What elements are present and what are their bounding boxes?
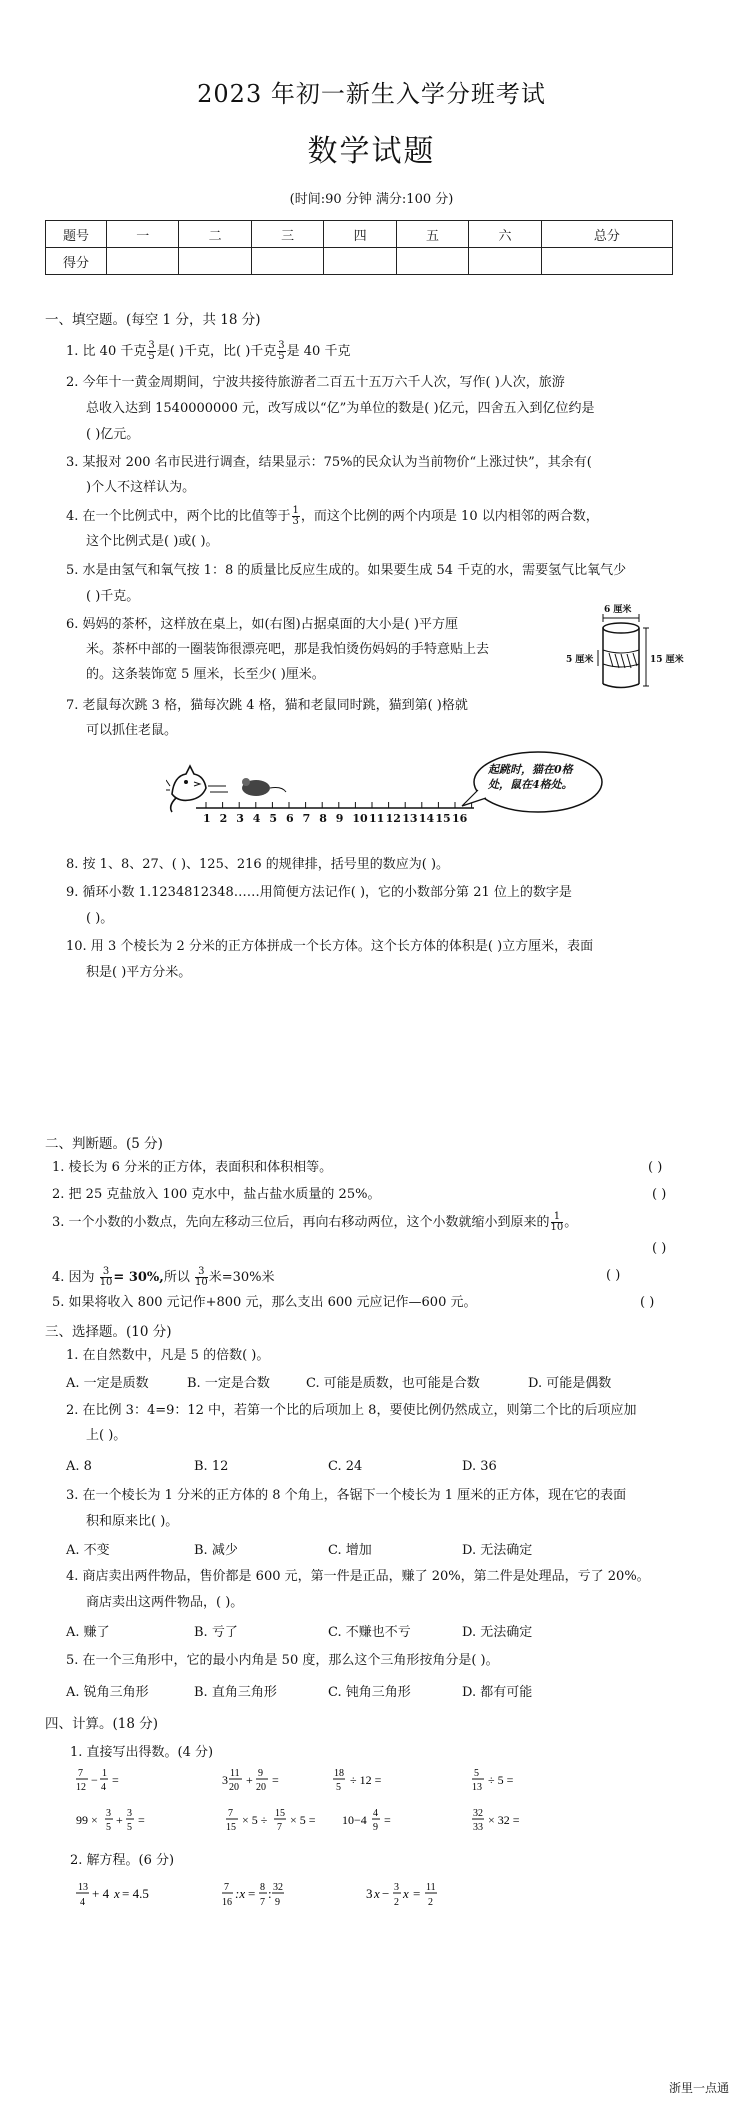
question-3-3-line2: 积和原来比( )。 [86,1514,179,1529]
bubble-text: 起跳时，猫在0格处，鼠在4格处。 [488,763,573,791]
fraction-numerator: 1 [292,505,299,516]
option-a[interactable]: A. 不变 [66,1543,110,1558]
question-2-4 [52,1267,275,1288]
option-b[interactable]: B. 亏了 [194,1625,238,1640]
expr-3 [333,1768,382,1793]
question-text: 米=30%米 [208,1270,275,1285]
question-2-2: 2. 把 25 克盐放入 100 克水中，盐占盐水质量的 25%。 [52,1187,381,1202]
svg-text:15: 15 [275,1808,285,1819]
svg-text:x: x [403,1886,409,1901]
question-text: 。 [564,1215,578,1230]
cup-top-label: 6 厘米 [604,605,632,615]
calc-formula-image [76,1768,676,1840]
table-cell: 一 [107,221,179,248]
number-line-label: 10 [352,812,368,825]
svg-text:7: 7 [78,1768,83,1779]
number-line-label: 2 [219,812,228,825]
score-cell[interactable] [396,248,468,275]
score-cell[interactable] [541,248,672,275]
svg-text:9: 9 [258,1768,263,1779]
expr-2 [222,1768,279,1793]
question-2-5: 5. 如果将收入 800 元记作+800 元，那么支出 600 元应记作—600 元。 [52,1295,477,1310]
question-text: 是( )千克，比( )千克 [156,344,277,359]
cup-drawing [578,604,688,696]
number-line-label: 12 [385,812,401,825]
svg-text:7: 7 [228,1808,233,1819]
question-3-1: 1. 在自然数中，凡是 5 的倍数( )。 [66,1348,270,1363]
option-b[interactable]: B. 直角三角形 [194,1685,277,1700]
mouse-icon [242,778,286,796]
table-cell: 三 [251,221,323,248]
question-3-4-line2: 商店卖出这两件物品，( )。 [86,1595,244,1610]
svg-text:=: = [272,1773,279,1787]
svg-text:12: 12 [76,1782,86,1793]
fraction-denominator: 10 [194,1277,208,1288]
svg-text:−: − [382,1886,390,1901]
question-1-6-line2: 米。茶杯中部的一圈装饰很漂亮吧，那是我怕烫伤妈妈的手特意贴上去 [86,642,490,657]
section-heading-1: 一、填空题。(每空 1 分，共 18 分) [45,312,261,328]
svg-text:8: 8 [260,1882,265,1893]
table-cell: 题号 [46,221,107,248]
svg-text:32: 32 [273,1882,283,1893]
section-heading-4: 四、计算。(18 分) [45,1716,159,1732]
option-b[interactable]: B. 减少 [194,1543,238,1558]
score-cell[interactable] [469,248,541,275]
expr-8 [472,1808,520,1833]
svg-text:÷ 12 =: ÷ 12 = [350,1773,382,1787]
question-2-3 [52,1212,577,1233]
question-1-3-line2: )个人不这样认为。 [86,480,196,495]
fraction-numerator: 3 [195,1267,208,1278]
svg-text:16: 16 [222,1897,232,1908]
footer-watermark: 浙里一点通 [668,2081,729,2095]
fraction [147,341,155,362]
answer-bracket[interactable]: ( ) [652,1187,667,1202]
number-line-ticks [206,802,472,808]
svg-text:× 5 =: × 5 = [290,1813,316,1827]
fraction-denominator: 5 [278,351,285,362]
fraction-denominator: 5 [148,351,155,362]
option-d[interactable]: D. 都有可能 [462,1685,533,1700]
number-line-label: 15 [435,812,451,825]
svg-text:7: 7 [224,1882,229,1893]
fraction-numerator: 3 [278,340,285,351]
number-line-label: 4 [252,812,261,825]
number-line-label: 14 [418,812,435,825]
svg-text:13: 13 [472,1782,482,1793]
svg-text:=: = [413,1886,421,1901]
question-text: 4. 在一个比例式中，两个比的比值等于 [66,509,291,524]
question-1-5-line1: 5. 水是由氢气和氧气按 1：8 的质量比反应生成的。如果要生成 54 千克的水，需要氢气比氧气少 [66,563,627,578]
expr-5 [76,1808,145,1833]
number-line-label: 3 [236,812,244,825]
question-1-9-line1: 9. 循环小数 1.1234812348……用简便方法记作( )，它的小数部分第 21 位上的数字是 [66,885,572,900]
svg-text:=: = [248,1886,256,1901]
svg-text:13: 13 [78,1882,88,1893]
option-b[interactable]: B. 一定是合数 [187,1376,270,1391]
svg-text:3: 3 [127,1808,132,1819]
svg-text:= 4.5: = 4.5 [122,1886,149,1901]
question-1-8: 8. 按 1、8、27、( )、125、216 的规律排，括号里的数应为( )。 [66,857,450,872]
svg-text:2: 2 [428,1897,433,1908]
question-2-1: 1. 棱长为 6 分米的正方体，表面积和体积相等。 [52,1160,333,1175]
option-d[interactable]: D. 可能是偶数 [528,1376,612,1391]
answer-bracket[interactable]: ( ) [606,1268,621,1283]
svg-text:−: − [91,1773,98,1787]
svg-text:÷ 5 =: ÷ 5 = [488,1773,514,1787]
option-c[interactable]: C. 可能是质数，也可能是合数 [306,1376,480,1391]
question-text: 3. 一个小数的小数点，先向左移动三位后，再向右移动两位，这个小数就缩小到原来的 [52,1215,550,1230]
number-line-label: 16 [452,812,468,825]
option-c[interactable]: C. 不赚也不亏 [328,1625,411,1640]
svg-text:7: 7 [260,1897,265,1908]
svg-text:x: x [114,1886,120,1901]
expr-6 [226,1808,316,1833]
question-text: 所以 [163,1270,190,1285]
svg-text:3: 3 [222,1773,228,1787]
question-text: 4. 因为 [52,1270,95,1285]
question-1-1 [66,341,350,362]
answer-bracket[interactable]: ( ) [652,1241,667,1256]
option-d[interactable]: D. 无法确定 [462,1625,533,1640]
svg-text:7: 7 [277,1822,282,1833]
option-a[interactable]: A. 8 [66,1459,92,1474]
option-a[interactable]: A. 一定是质数 [66,1376,149,1391]
option-c[interactable]: C. 钝角三角形 [328,1685,411,1700]
option-c[interactable]: C. 增加 [328,1543,372,1558]
svg-text:3: 3 [394,1882,399,1893]
svg-text:1: 1 [102,1768,107,1779]
equation-3 [366,1882,437,1908]
question-1-10-line1: 10. 用 3 个棱长为 2 分米的正方体拼成一个长方体。这个长方体的体积是( )立方厘米，表面 [66,939,594,954]
table-cell: 得分 [46,248,107,275]
score-cell[interactable] [324,248,396,275]
question-1-7-line1: 7. 老鼠每次跳 3 格，猫每次跳 4 格，猫和老鼠同时跳，猫到第( )格就 [66,698,468,713]
svg-text:+ 4: + 4 [92,1886,110,1901]
fraction-denominator: 10 [550,1222,564,1233]
svg-text:4: 4 [80,1897,85,1908]
fraction [292,506,300,527]
svg-text:=: = [112,1773,119,1787]
table-cell: 五 [396,221,468,248]
equation-formula-image [76,1880,496,1914]
option-b[interactable]: B. 12 [194,1459,229,1474]
svg-text:9: 9 [373,1822,378,1833]
cup-figure [566,604,688,696]
question-3-4-line1: 4. 商店卖出两件物品，售价都是 600 元，第一件是正品，赚了 20%，第二件是处理品，亏了 20%。 [66,1569,650,1584]
question-1-2-line1: 2. 今年十一黄金周期间，宁波共接待旅游者二百五十五万六千人次，写作( )人次，旅游 [66,375,565,390]
question-1-9-line2: ( )。 [86,911,114,926]
fraction-denominator: 10 [99,1277,113,1288]
svg-text:=: = [384,1813,391,1827]
option-a[interactable]: A. 锐角三角形 [66,1685,149,1700]
fraction-numerator: 1 [551,1212,564,1223]
svg-text:3: 3 [366,1886,373,1901]
cat-mouse-figure [166,746,606,838]
svg-text::: : [268,1886,272,1901]
svg-text:20: 20 [256,1782,266,1793]
svg-text:99 ×: 99 × [76,1813,98,1827]
score-table-header-row [46,221,673,248]
score-cell[interactable] [179,248,251,275]
table-cell: 四 [324,221,396,248]
svg-text:5: 5 [106,1822,111,1833]
question-1-7-line2: 可以抓住老鼠。 [86,723,178,738]
svg-text:3: 3 [106,1808,111,1819]
svg-text:x: x [374,1886,380,1901]
number-line-label: 7 [302,812,311,825]
exam-subtitle: 数学试题 [307,134,436,169]
svg-text:5: 5 [127,1822,132,1833]
score-table-score-row [46,248,673,275]
question-1-3-line1: 3. 某报对 200 名市民进行调查，结果显示：75%的民众认为当前物价“上涨过快”，其余有( [66,455,592,470]
question-text: = 30%, [113,1270,164,1285]
section-heading-2: 二、判断题。(5 分) [45,1136,163,1152]
question-text: 是 40 千克 [286,344,351,359]
svg-text:× 32 =: × 32 = [488,1813,520,1827]
exam-title: 2023 年初一新生入学分班考试 [197,80,546,108]
question-text: 1. 比 40 千克 [66,344,147,359]
table-cell: 二 [179,221,251,248]
fraction-denominator: 3 [292,516,299,527]
svg-text:2: 2 [394,1897,399,1908]
question-1-2-line2: 总收入达到 1540000000 元，改写成以“亿”为单位的数是( )亿元，四舍五入到亿位约是 [86,401,595,416]
svg-text:32: 32 [473,1808,483,1819]
cup-left-label: 5 厘米 [566,655,594,665]
number-line-label: 6 [286,812,294,825]
question-1-6-line3: 的。这条装饰宽 5 厘米，长至少( )厘米。 [86,667,325,682]
svg-text:33: 33 [473,1822,483,1833]
number-line-label: 5 [269,812,278,825]
number-line-label: 1 [203,812,211,825]
calc-subheading-1: 1. 直接写出得数。(4 分) [70,1745,214,1760]
cup-right-label: 15 厘米 [650,655,684,665]
svg-text:+: + [246,1773,253,1787]
fraction [195,1267,208,1288]
equations [76,1880,496,1914]
number-line-labels [166,812,606,830]
table-cell: 总分 [541,221,672,248]
question-1-2-line3: ( )亿元。 [86,427,140,442]
equation-2 [222,1882,284,1908]
calc-subheading-2: 2. 解方程。(6 分) [70,1853,175,1868]
option-a[interactable]: A. 赚了 [66,1625,110,1640]
option-d[interactable]: D. 无法确定 [462,1543,533,1558]
option-d[interactable]: D. 36 [462,1459,497,1474]
svg-text:18: 18 [334,1768,344,1779]
score-cell[interactable] [107,248,179,275]
number-line-label: 9 [335,812,344,825]
question-text: ，而这个比例的两个内项是 10 以内相邻的两合数， [300,509,599,524]
expr-7 [342,1808,391,1833]
option-c[interactable]: C. 24 [328,1459,363,1474]
svg-text:11: 11 [230,1768,240,1779]
fraction-numerator: 3 [148,340,155,351]
answer-bracket[interactable]: ( ) [648,1160,663,1175]
question-1-10-line2: 积是( )平方分米。 [86,965,192,980]
exam-info: (时间:90 分钟 满分:100 分) [289,192,454,207]
expr-1 [76,1768,119,1793]
svg-text:× 5 ÷: × 5 ÷ [242,1813,268,1827]
equation-1 [76,1882,149,1908]
number-line-label: 8 [319,812,327,825]
expr-4 [472,1768,514,1793]
cat-icon [166,766,206,812]
svg-text:4: 4 [101,1782,106,1793]
calc-expressions [76,1768,676,1840]
svg-text:5: 5 [336,1782,341,1793]
section-heading-3: 三、选择题。(10 分) [45,1324,172,1340]
svg-text:=: = [138,1813,145,1827]
question-1-4-line2: 这个比例式是( )或( )。 [86,534,219,549]
question-1-6-line1: 6. 妈妈的茶杯，这样放在桌上，如(右图)占据桌面的大小是( )平方厘 [66,617,458,632]
svg-text:20: 20 [229,1782,239,1793]
svg-text:15: 15 [226,1822,236,1833]
score-cell[interactable] [251,248,323,275]
fraction-numerator: 3 [100,1267,113,1278]
svg-text:11: 11 [426,1882,436,1893]
svg-text:+: + [116,1813,123,1827]
question-3-5: 5. 在一个三角形中，它的最小内角是 50 度，那么这个三角形按角分是( )。 [66,1653,499,1668]
question-3-2-line1: 2. 在比例 3：4=9：12 中，若第一个比的后项加上 8，要使比例仍然成立，则第二个比的后项应加 [66,1403,637,1418]
answer-bracket[interactable]: ( ) [640,1295,655,1310]
svg-text::x: :x [235,1886,246,1901]
table-cell: 六 [469,221,541,248]
fraction [100,1267,113,1288]
question-1-5-line2: ( )千克。 [86,589,140,604]
question-3-3-line1: 3. 在一个棱长为 1 分米的正方体的 8 个角上，各锯下一个棱长为 1 厘米的正方体，现在它的表面 [66,1488,627,1503]
number-line-label: 13 [402,812,418,825]
svg-text:10−4: 10−4 [342,1813,367,1827]
score-table [45,220,673,275]
fraction [277,341,285,362]
fraction [551,1212,564,1233]
svg-text:9: 9 [275,1897,280,1908]
question-3-2-line2: 上( )。 [86,1428,127,1443]
number-line-label: 11 [369,812,385,825]
question-1-4-line1 [66,506,599,527]
svg-text:5: 5 [474,1768,479,1779]
svg-text:4: 4 [373,1808,378,1819]
